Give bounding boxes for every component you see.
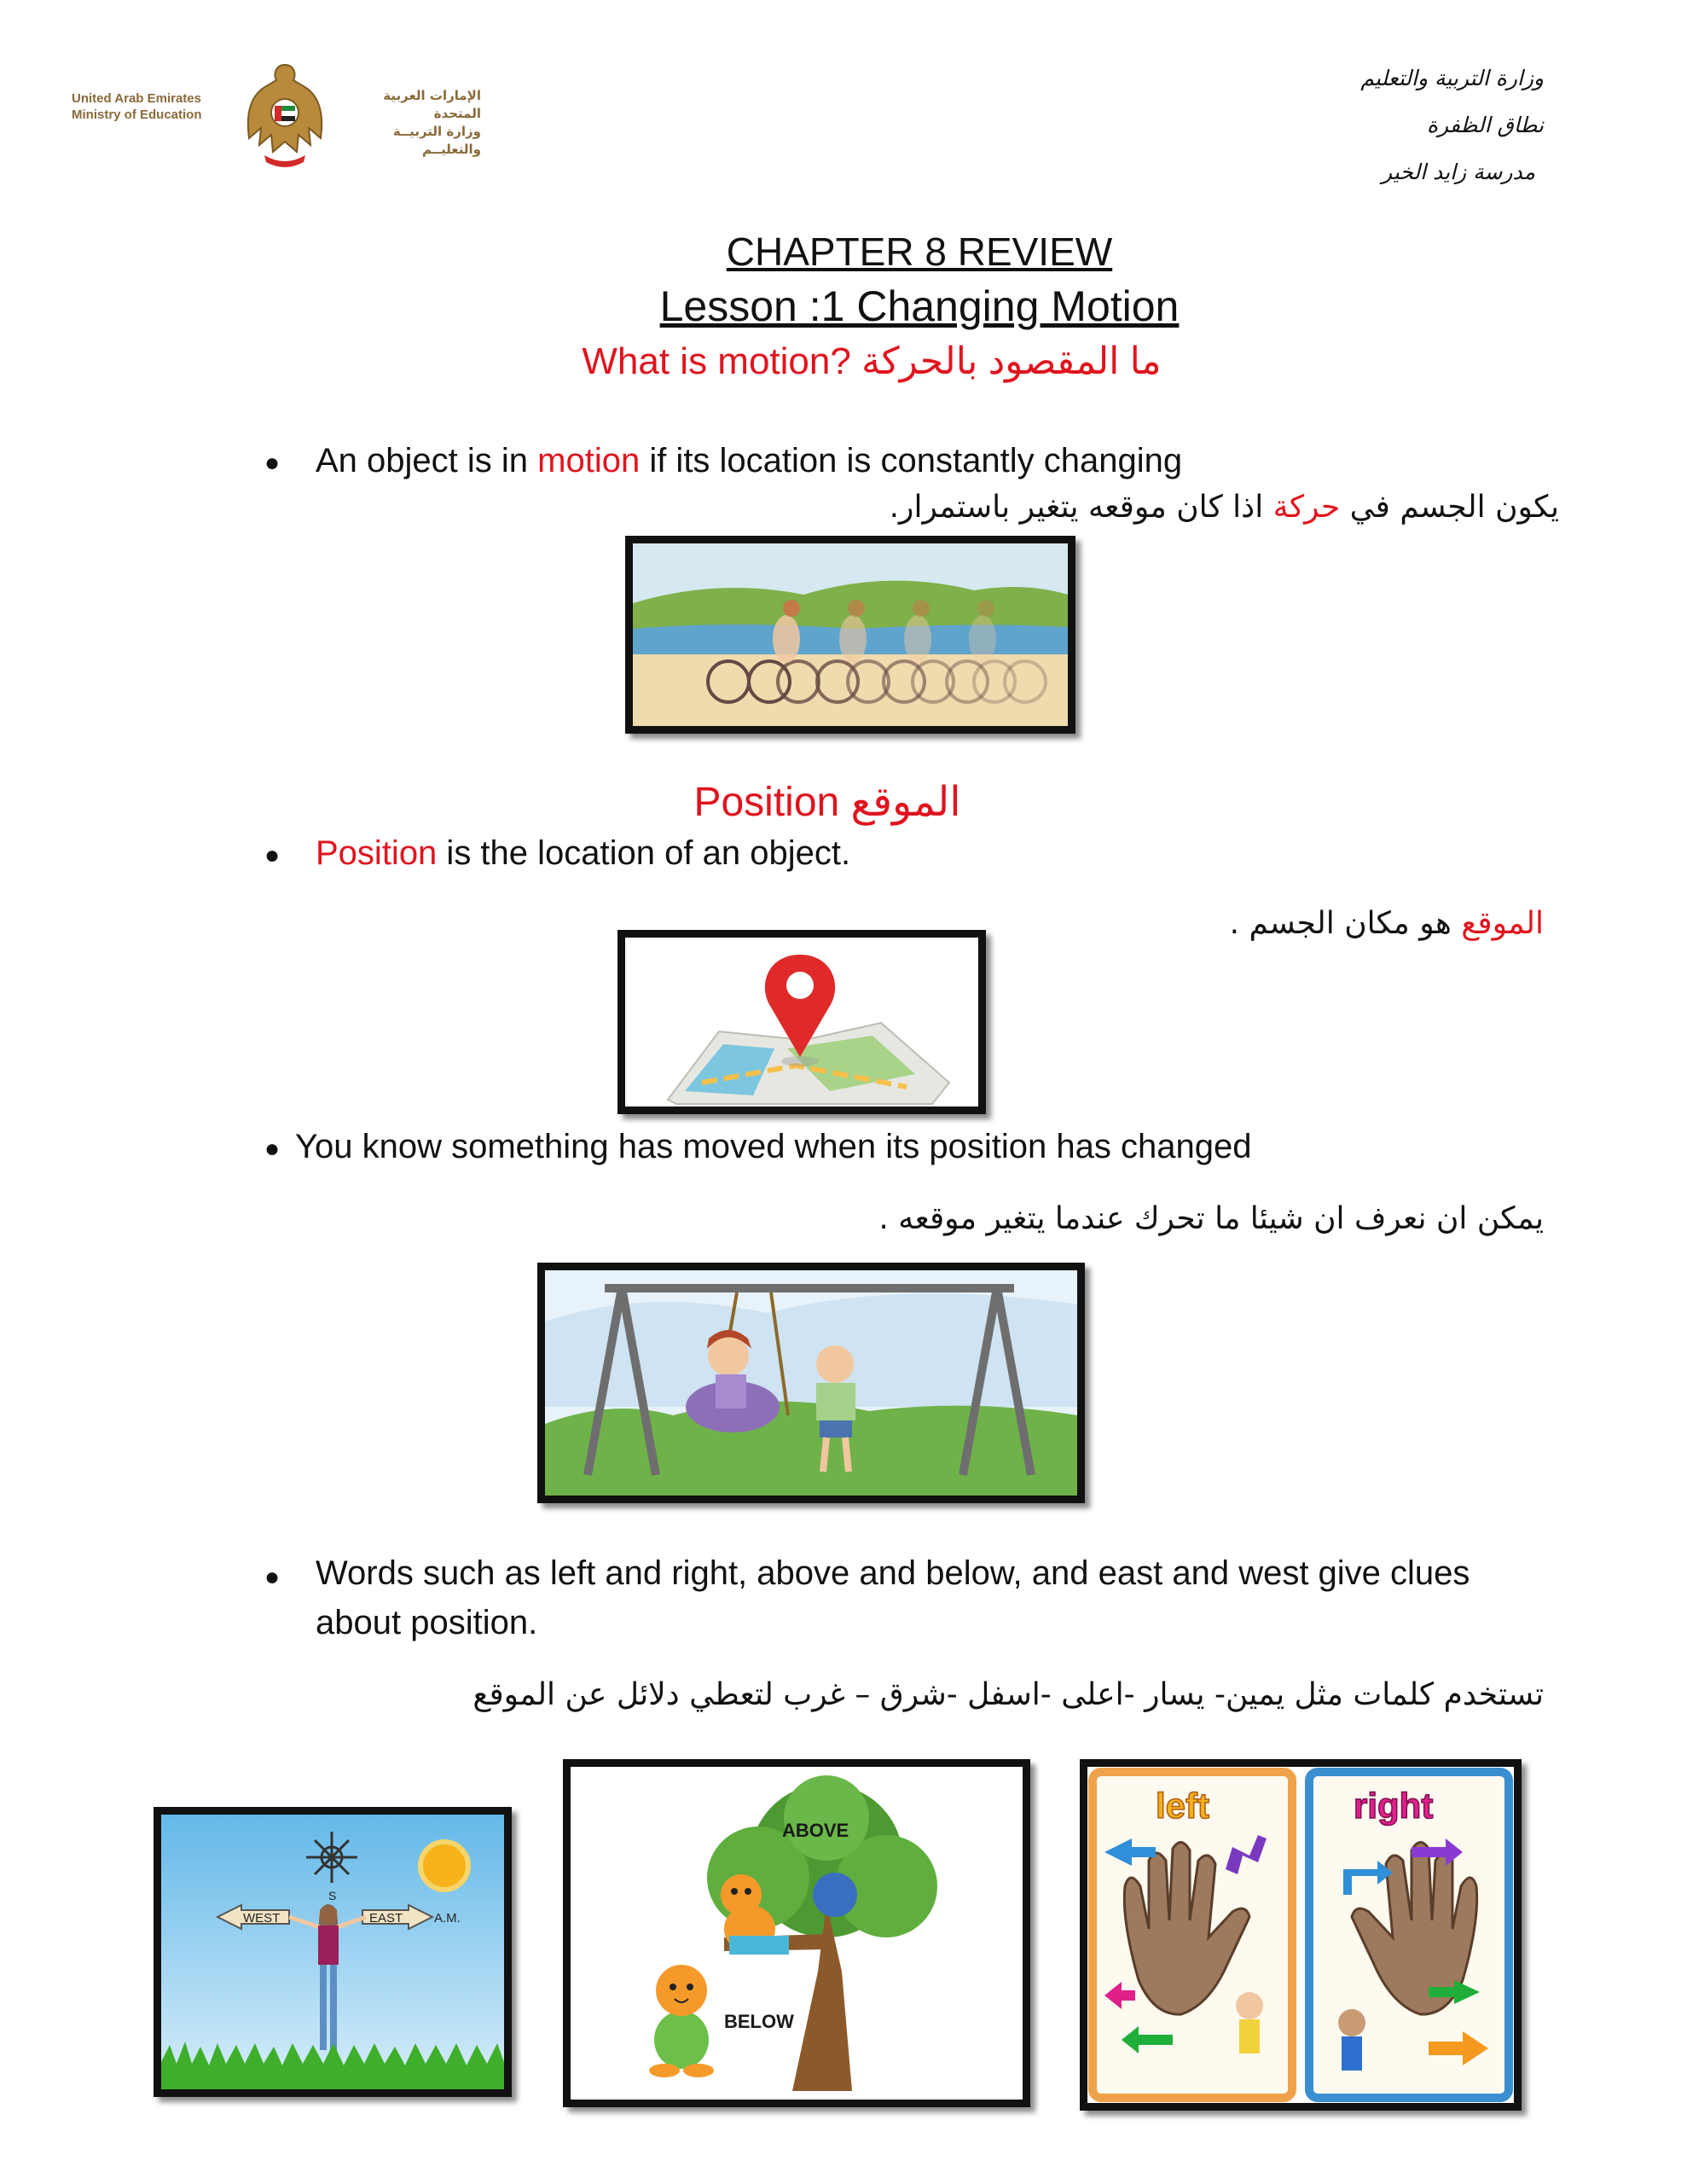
school-info — [1262, 55, 1544, 195]
west-label: WEST — [243, 1911, 281, 1926]
moe-logo-english — [72, 90, 234, 123]
motion-def-ar-rest: اذا كان موقعه يتغير باستمرار. — [889, 490, 1273, 525]
school-name: مدرسة زايد الخير — [1382, 160, 1535, 184]
lesson-title: Lesson :1 Changing Motion — [659, 282, 1180, 330]
above-below-image — [563, 1759, 1030, 2107]
east-label: EAST — [369, 1911, 403, 1926]
motion-def-text-rest: if its location is constantly changing — [640, 442, 1183, 479]
right-label: right — [1354, 1786, 1434, 1826]
position-words-ar: تستخدم كلمات مثل يمين- يسار -اعلى -اسفل -شرق – غرب لتعطي دلائل عن الموقع — [472, 1677, 1544, 1712]
moved-statement-ar: يمكن ان نعرف ان شيئا ما تحرك عندما يتغير موقعه . — [878, 1201, 1544, 1236]
region-name: نطاق الظفرة — [1426, 113, 1544, 137]
motion-keyword: motion — [537, 442, 641, 479]
position-keyword: Position — [316, 834, 438, 872]
position-words-en-line2: about position. — [316, 1604, 538, 1641]
bullet-2: ● — [264, 841, 281, 869]
uae-falcon-emblem-icon — [242, 60, 328, 175]
cyclist-motion-image — [625, 536, 1075, 734]
position-def-text: is the location of an object. — [437, 834, 851, 872]
moe-logo — [72, 60, 515, 179]
position-words-en-line1: Words such as left and right, above and below, and east and west give clues — [316, 1554, 1470, 1592]
east-west-image — [154, 1807, 512, 2097]
left-label: left — [1156, 1786, 1209, 1826]
bullet-3: ● — [264, 1135, 281, 1163]
motion-def-ar-text: يكون الجسم في — [1340, 490, 1559, 525]
left-right-hands-image — [1080, 1759, 1522, 2111]
map-pin-image — [617, 930, 986, 1114]
logo-text-line1: United Arab Emirates — [72, 91, 201, 106]
chapter-title: CHAPTER 8 REVIEW — [726, 229, 1113, 274]
swing-children-image — [537, 1263, 1085, 1503]
moe-logo-arabic — [336, 87, 481, 159]
motion-def-text: An object is in — [316, 442, 538, 479]
motion-question: What is motion? ما المقصود بالحركة — [582, 340, 1162, 382]
logo-text-line2: Ministry of Education — [72, 107, 202, 122]
position-heading: Position الموقع — [693, 780, 961, 825]
am-label: A.M. — [434, 1911, 461, 1926]
position-keyword-ar: الموقع — [1461, 906, 1544, 941]
logo-ar-line2: وزارة التربيــة والتعليــم — [392, 124, 481, 157]
above-label: ABOVE — [782, 1820, 849, 1841]
bullet-4: ● — [264, 1563, 281, 1591]
ministry-name: وزارة التربية والتعليم — [1360, 66, 1544, 90]
logo-ar-line1: الإمارات العربية المتحدة — [383, 88, 481, 121]
bullet-1: ● — [264, 449, 281, 477]
position-def-ar-rest: هو مكان الجسم . — [1229, 906, 1462, 941]
below-label: BELOW — [724, 2011, 794, 2032]
motion-definition-en — [316, 442, 1182, 480]
position-definition-ar — [1023, 906, 1544, 941]
compass-south-label: S — [328, 1889, 337, 1902]
motion-definition-ar — [853, 490, 1559, 525]
moved-statement-en: You know something has moved when its position has changed — [295, 1128, 1252, 1165]
position-definition-en — [316, 834, 850, 873]
motion-keyword-ar: حركة — [1272, 490, 1341, 525]
